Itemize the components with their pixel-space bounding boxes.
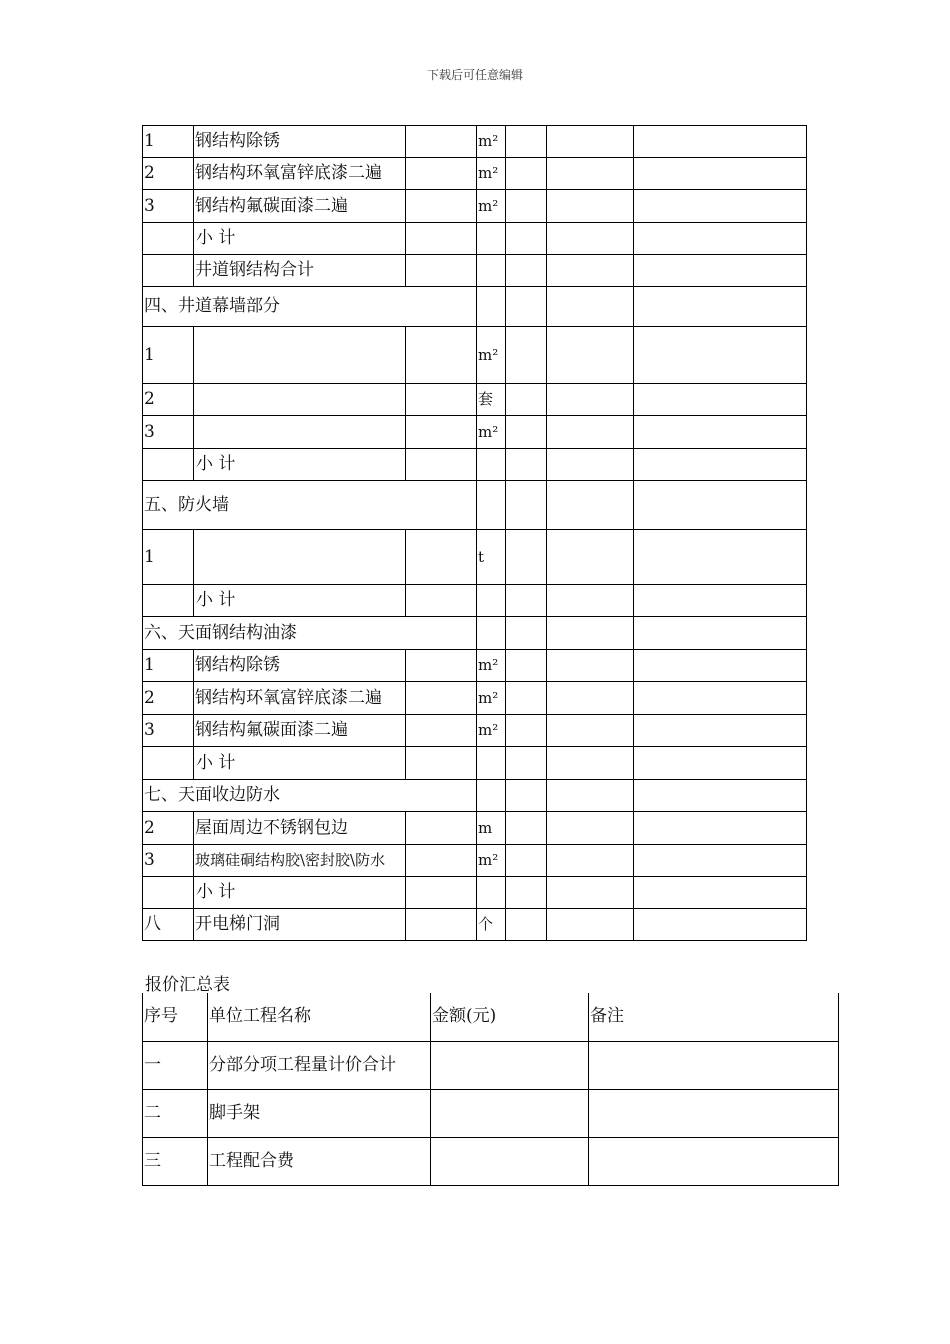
remark-cell: [634, 650, 807, 682]
price-cell-b: [547, 190, 634, 223]
price-cell-a: [506, 585, 547, 617]
quantity-cell: [406, 877, 477, 909]
price-cell-a: [506, 530, 547, 585]
price-cell-a: [506, 449, 547, 481]
price-cell-a: [506, 158, 547, 190]
unit-cell: [477, 481, 506, 530]
quantity-cell: [406, 126, 477, 158]
remark-cell: [634, 530, 807, 585]
item-name: [194, 327, 406, 384]
price-cell-a: [506, 877, 547, 909]
price-cell-b: [547, 585, 634, 617]
item-name: [194, 416, 406, 449]
column-header: 金额(元): [431, 993, 589, 1041]
price-cell-a: [506, 845, 547, 877]
price-cell-a: [506, 384, 547, 416]
detail-table: [142, 125, 807, 941]
remark-cell: [634, 255, 807, 287]
remark-cell: [634, 481, 807, 530]
summary-header-row: [143, 993, 839, 1041]
price-cell-b: [547, 416, 634, 449]
row-number: 3: [143, 715, 194, 747]
unit-cell: [477, 255, 506, 287]
row-number: 2: [143, 158, 194, 190]
price-cell-b: [547, 650, 634, 682]
price-cell-b: [547, 384, 634, 416]
table-row: [143, 877, 807, 909]
section-title: 六、天面钢结构油漆: [143, 617, 477, 650]
quantity-cell: [406, 384, 477, 416]
remark-cell: [634, 327, 807, 384]
price-cell-b: [547, 747, 634, 780]
remark-cell: [634, 617, 807, 650]
item-name: [194, 384, 406, 416]
quantity-cell: [406, 255, 477, 287]
item-name: 屋面周边不锈钢包边: [194, 812, 406, 845]
unit-cell: m²: [477, 190, 506, 223]
unit-cell: m²: [477, 650, 506, 682]
price-cell-b: [547, 845, 634, 877]
table-row: [143, 747, 807, 780]
item-name: 钢结构除锈: [194, 126, 406, 158]
page-header: 下载后可任意编辑: [426, 68, 523, 82]
price-cell-b: [547, 877, 634, 909]
price-cell-a: [506, 682, 547, 715]
unit-cell: m²: [477, 715, 506, 747]
row-number: 八: [143, 909, 194, 941]
summary-cell: [589, 1137, 839, 1185]
row-number: 2: [143, 384, 194, 416]
table-row: [143, 650, 807, 682]
unit-cell: m²: [477, 416, 506, 449]
price-cell-b: [547, 255, 634, 287]
quantity-cell: [406, 530, 477, 585]
remark-cell: [634, 909, 807, 941]
summary-cell: 分部分项工程量计价合计: [208, 1041, 431, 1089]
table-row: [143, 1089, 839, 1137]
summary-cell: [431, 1137, 589, 1185]
price-cell-a: [506, 617, 547, 650]
table-row: [143, 126, 807, 158]
row-number: 2: [143, 812, 194, 845]
row-number: 3: [143, 845, 194, 877]
row-number: 3: [143, 416, 194, 449]
table-row: [143, 585, 807, 617]
column-header: 单位工程名称: [208, 993, 431, 1041]
summary-cell: 工程配合费: [208, 1137, 431, 1185]
price-cell-a: [506, 780, 547, 812]
price-cell-b: [547, 812, 634, 845]
unit-cell: [477, 585, 506, 617]
remark-cell: [634, 449, 807, 481]
item-name: 钢结构环氧富锌底漆二遍: [194, 682, 406, 715]
quantity-cell: [406, 682, 477, 715]
remark-cell: [634, 780, 807, 812]
price-cell-b: [547, 223, 634, 255]
row-number: [143, 449, 194, 481]
quantity-cell: [406, 812, 477, 845]
summary-title: 报价汇总表: [145, 975, 230, 995]
section-title: 五、防火墙: [143, 481, 477, 530]
item-name: 小 计: [194, 877, 406, 909]
quantity-cell: [406, 449, 477, 481]
remark-cell: [634, 158, 807, 190]
quantity-cell: [406, 158, 477, 190]
quantity-cell: [406, 190, 477, 223]
table-row: [143, 845, 807, 877]
table-row: [143, 682, 807, 715]
summary-cell: [431, 1041, 589, 1089]
unit-cell: m²: [477, 327, 506, 384]
quantity-cell: [406, 747, 477, 780]
item-name: 钢结构氟碳面漆二遍: [194, 190, 406, 223]
table-row: [143, 715, 807, 747]
item-name: 开电梯门洞: [194, 909, 406, 941]
table-row: [143, 416, 807, 449]
remark-cell: [634, 126, 807, 158]
remark-cell: [634, 585, 807, 617]
unit-cell: [477, 449, 506, 481]
price-cell-a: [506, 481, 547, 530]
column-header: 序号: [143, 993, 208, 1041]
summary-cell: 二: [143, 1089, 208, 1137]
price-cell-b: [547, 715, 634, 747]
table-row: [143, 812, 807, 845]
price-cell-a: [506, 190, 547, 223]
section-title: 七、天面收边防水: [143, 780, 477, 812]
price-cell-b: [547, 617, 634, 650]
table-row: [143, 223, 807, 255]
remark-cell: [634, 384, 807, 416]
price-cell-b: [547, 287, 634, 327]
price-cell-a: [506, 715, 547, 747]
unit-cell: [477, 617, 506, 650]
price-cell-b: [547, 126, 634, 158]
quantity-cell: [406, 223, 477, 255]
item-name: 小 计: [194, 223, 406, 255]
quantity-cell: [406, 327, 477, 384]
row-number: 1: [143, 650, 194, 682]
row-number: [143, 223, 194, 255]
price-cell-a: [506, 747, 547, 780]
row-number: 2: [143, 682, 194, 715]
table-row: [143, 909, 807, 941]
remark-cell: [634, 812, 807, 845]
table-row: [143, 255, 807, 287]
unit-cell: [477, 877, 506, 909]
price-cell-b: [547, 481, 634, 530]
remark-cell: [634, 877, 807, 909]
table-row: [143, 780, 807, 812]
row-number: 1: [143, 327, 194, 384]
unit-cell: [477, 747, 506, 780]
item-name: 钢结构环氧富锌底漆二遍: [194, 158, 406, 190]
price-cell-a: [506, 650, 547, 682]
item-name: 小 计: [194, 585, 406, 617]
table-row: [143, 530, 807, 585]
price-cell-a: [506, 255, 547, 287]
row-number: [143, 747, 194, 780]
unit-cell: t: [477, 530, 506, 585]
table-row: [143, 481, 807, 530]
summary-cell: [431, 1089, 589, 1137]
row-number: [143, 255, 194, 287]
quantity-cell: [406, 416, 477, 449]
table-row: [143, 327, 807, 384]
item-name: 钢结构除锈: [194, 650, 406, 682]
price-cell-b: [547, 327, 634, 384]
price-cell-a: [506, 416, 547, 449]
quantity-cell: [406, 845, 477, 877]
unit-cell: 个: [477, 909, 506, 941]
unit-cell: [477, 287, 506, 327]
remark-cell: [634, 190, 807, 223]
table-row: [143, 449, 807, 481]
item-name: [194, 530, 406, 585]
price-cell-a: [506, 812, 547, 845]
price-cell-a: [506, 126, 547, 158]
price-cell-b: [547, 530, 634, 585]
item-name: 钢结构氟碳面漆二遍: [194, 715, 406, 747]
summary-table: [142, 993, 839, 1186]
quantity-cell: [406, 585, 477, 617]
price-cell-b: [547, 682, 634, 715]
remark-cell: [634, 747, 807, 780]
quantity-cell: [406, 715, 477, 747]
unit-cell: m: [477, 812, 506, 845]
unit-cell: [477, 223, 506, 255]
unit-cell: 套: [477, 384, 506, 416]
summary-cell: 三: [143, 1137, 208, 1185]
table-row: [143, 1041, 839, 1089]
remark-cell: [634, 715, 807, 747]
row-number: 1: [143, 126, 194, 158]
item-name: 小 计: [194, 449, 406, 481]
price-cell-a: [506, 909, 547, 941]
quantity-cell: [406, 909, 477, 941]
remark-cell: [634, 223, 807, 255]
remark-cell: [634, 845, 807, 877]
price-cell-b: [547, 158, 634, 190]
unit-cell: m²: [477, 845, 506, 877]
table-row: [143, 190, 807, 223]
remark-cell: [634, 416, 807, 449]
item-name: 玻璃硅硐结构胶\密封胶\防水: [194, 845, 406, 877]
price-cell-b: [547, 909, 634, 941]
row-number: 1: [143, 530, 194, 585]
quantity-cell: [406, 650, 477, 682]
row-number: 3: [143, 190, 194, 223]
unit-cell: m²: [477, 158, 506, 190]
unit-cell: m²: [477, 126, 506, 158]
price-cell-b: [547, 780, 634, 812]
unit-cell: [477, 780, 506, 812]
table-row: [143, 1137, 839, 1185]
row-number: [143, 877, 194, 909]
item-name: 井道钢结构合计: [194, 255, 406, 287]
row-number: [143, 585, 194, 617]
summary-cell: [589, 1089, 839, 1137]
price-cell-a: [506, 327, 547, 384]
item-name: 小 计: [194, 747, 406, 780]
remark-cell: [634, 682, 807, 715]
section-title: 四、井道幕墙部分: [143, 287, 477, 327]
table-row: [143, 384, 807, 416]
remark-cell: [634, 287, 807, 327]
price-cell-b: [547, 449, 634, 481]
table-row: [143, 287, 807, 327]
table-row: [143, 158, 807, 190]
price-cell-a: [506, 223, 547, 255]
price-cell-a: [506, 287, 547, 327]
unit-cell: m²: [477, 682, 506, 715]
table-row: [143, 617, 807, 650]
summary-cell: [589, 1041, 839, 1089]
column-header: 备注: [589, 993, 839, 1041]
summary-cell: 脚手架: [208, 1089, 431, 1137]
summary-cell: 一: [143, 1041, 208, 1089]
